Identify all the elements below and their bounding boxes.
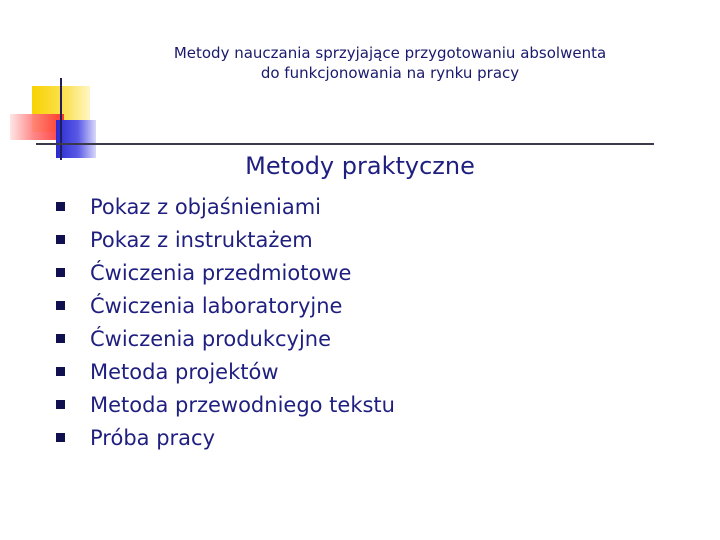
- methods-list: [50, 190, 395, 454]
- square-bullet-icon: [56, 235, 65, 244]
- decorative-horizontal-line: [36, 143, 654, 145]
- list-item-text: Ćwiczenia produkcyjne: [90, 326, 332, 351]
- decorative-vertical-line: [60, 78, 62, 160]
- list-item: [50, 190, 395, 223]
- list-item-text: Pokaz z instruktażem: [90, 227, 313, 252]
- list-item: [50, 223, 395, 256]
- list-item: [50, 388, 395, 421]
- list-item-text: Próba pracy: [90, 425, 215, 450]
- list-item: [50, 289, 395, 322]
- list-item: [50, 322, 395, 355]
- decorative-blue-square: [56, 120, 96, 158]
- slide-header-title: [120, 43, 660, 83]
- list-item-text: Metoda przewodniego tekstu: [90, 392, 395, 417]
- list-item-text: Pokaz z objaśnieniami: [90, 194, 322, 219]
- list-item-text: Metoda projektów: [90, 359, 279, 384]
- list-item-text: Ćwiczenia laboratoryjne: [90, 293, 343, 318]
- section-title: Metody praktyczne: [245, 152, 475, 180]
- square-bullet-icon: [56, 334, 65, 343]
- square-bullet-icon: [56, 400, 65, 409]
- list-item: [50, 256, 395, 289]
- list-item-text: Ćwiczenia przedmiotowe: [90, 260, 352, 285]
- header-title-line-1: Metody nauczania sprzyjające przygotowaniu absolwenta: [173, 44, 607, 62]
- header-title-line-2: do funkcjonowania na rynku pracy: [260, 64, 520, 82]
- square-bullet-icon: [56, 268, 65, 277]
- list-item: [50, 421, 395, 454]
- square-bullet-icon: [56, 433, 65, 442]
- square-bullet-icon: [56, 301, 65, 310]
- square-bullet-icon: [56, 202, 65, 211]
- list-item: [50, 355, 395, 388]
- square-bullet-icon: [56, 367, 65, 376]
